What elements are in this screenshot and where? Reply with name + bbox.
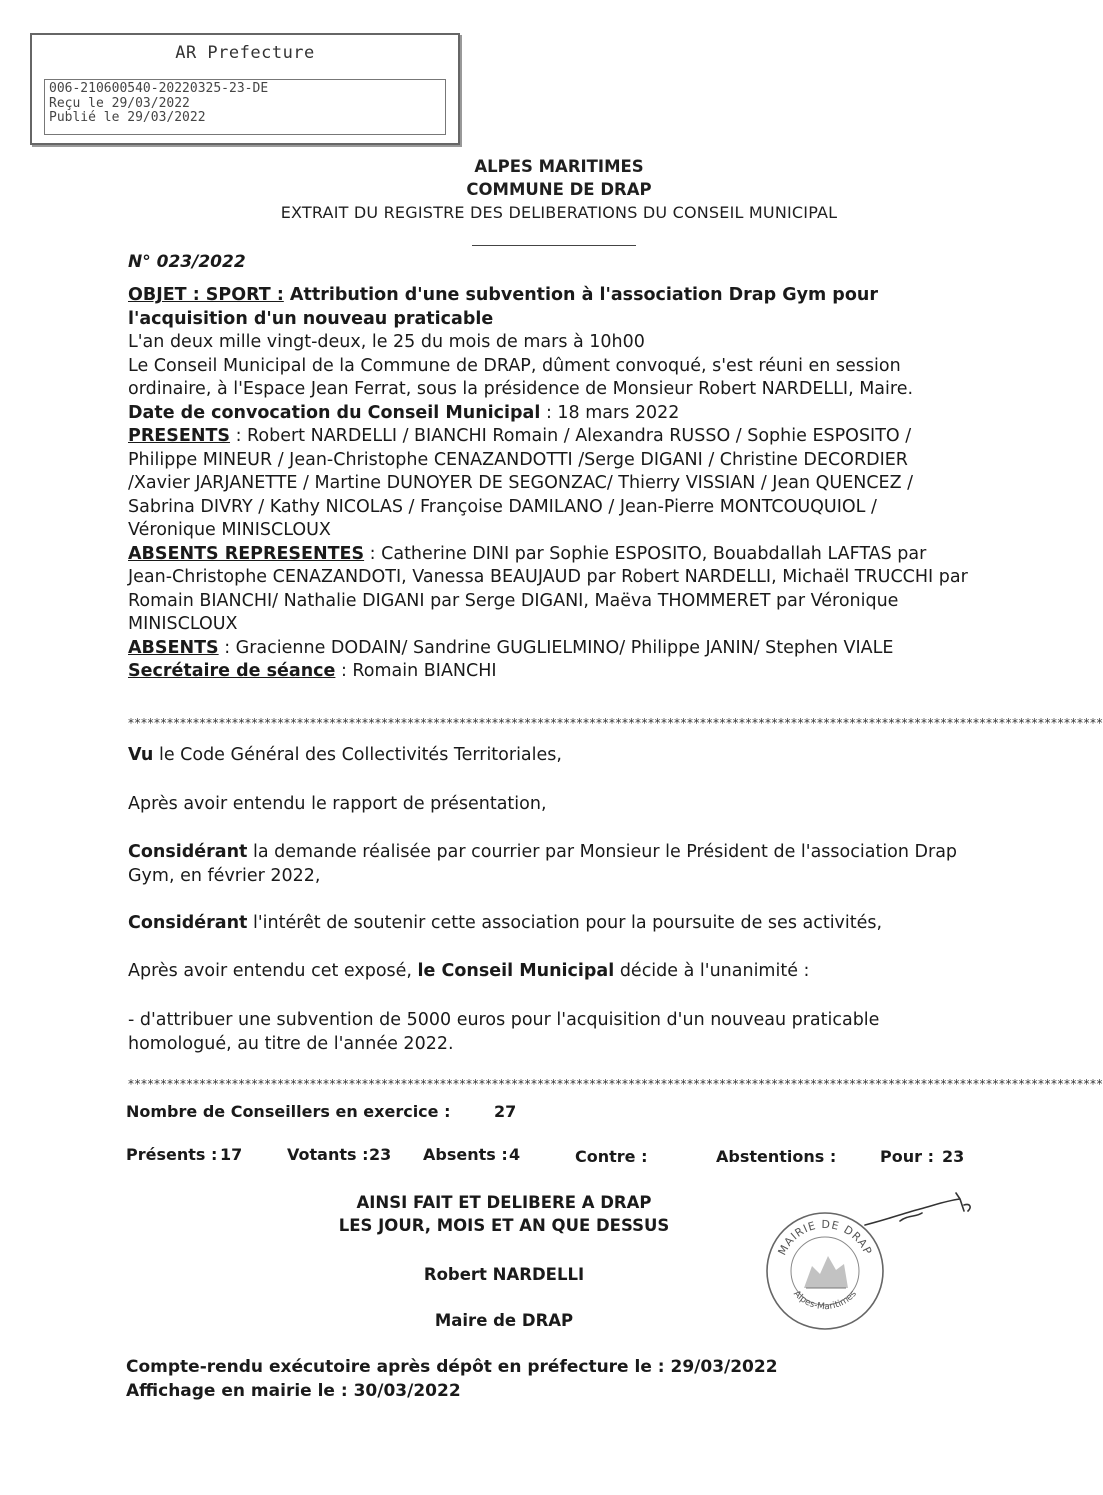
header-divider (472, 245, 636, 246)
stamp-published: Publié le 29/03/2022 (49, 110, 206, 125)
seal-top-text: MAIRIE DE DRAP (775, 1217, 875, 1258)
signature-line-1: AINSI FAIT ET DELIBERE A DRAP (356, 1193, 652, 1212)
separator-stars-bottom: ****************************************************************************************************************************************************** (128, 1077, 1103, 1091)
absents-representes-paragraph (128, 543, 968, 637)
absents-representes-list: : Catherine DINI par Sophie ESPOSITO, Bouabdallah LAFTAS par Jean-Christophe CENAZANDOTI, Vanessa BEAUJAUD par Robert NARDELLI, Michaël TRUCCHI par Romain BIANCHI/ Nathalie DIGANI par Serge DIGANI, Maëva THOMMERET par Véronique MINISCLOUX (128, 543, 968, 634)
apres-rapport-paragraph: Après avoir entendu le rapport de présentation, (128, 794, 547, 814)
decision-pre: Après avoir entendu cet exposé, (128, 961, 418, 981)
objet-paragraph (128, 284, 968, 331)
mairie-seal (762, 1208, 888, 1334)
pour-value: 23 (942, 1147, 965, 1166)
presents-count-value: 17 (220, 1145, 243, 1164)
presents-paragraph (128, 425, 968, 543)
conseillers-value: 27 (494, 1102, 517, 1121)
conseillers-label: Nombre de Conseillers en exercice : (126, 1102, 451, 1121)
preamble (128, 284, 968, 684)
presents-list: : Robert NARDELLI / BIANCHI Romain / Alexandra RUSSO / Sophie ESPOSITO / Philippe MINEUR / Jean-Christophe CENAZANDOTTI /Serge DIGANI / Christine DECORDIER /Xavier JARJANETTE / Martine DUNOYER DE SEGONZAC/ Thierry VISSIAN / Jean QUENCEZ / Sabrina DIVRY / Kathy NICOLAS / Françoise DAMILANO / Jean-Pierre MONTCOUQUIOL / Véronique MINISCLOUX (128, 426, 914, 540)
secretaire-name: : Romain BIANCHI (335, 661, 497, 681)
considerant-bold-1: Considérant (128, 842, 248, 862)
votants-label: Votants : (287, 1145, 369, 1164)
secretaire-label: Secrétaire de séance (128, 661, 336, 681)
contre-label: Contre : (575, 1147, 648, 1166)
session-date: L'an deux mille vingt-deux, le 25 du mois de mars à 10h00 (128, 332, 645, 352)
seal-bottom-text: Alpes-Maritimes (791, 1289, 859, 1313)
vu-paragraph (128, 744, 968, 768)
objet-text: Attribution d'une subvention à l'association Drap Gym pour l'acquisition d'un nouveau praticable (128, 285, 878, 329)
presents-label: PRESENTS (128, 426, 231, 446)
affichage-line: Affichage en mairie le : 30/03/2022 (126, 1381, 461, 1401)
compte-rendu-line: Compte-rendu exécutoire après dépôt en préfecture le : 29/03/2022 (126, 1357, 778, 1377)
considerant-demande-paragraph (128, 841, 968, 888)
absents-representes-label: ABSENTS REPRESENTES (128, 543, 365, 564)
signatory-name: Robert NARDELLI (423, 1265, 585, 1284)
stamp-reference: 006-210600540-20220325-23-DE (49, 81, 269, 96)
convocation-date: : 18 mars 2022 (540, 402, 680, 423)
vu-text: le Code Général des Collectivités Territoriales, (153, 745, 562, 765)
absents-label: ABSENTS (128, 637, 219, 658)
session-convocation: Le Conseil Municipal de la Commune de DRAP, dûment convoqué, s'est réuni en session ordinaire, à l'Espace Jean Ferrat, sous la présidence de Monsieur Robert NARDELLI, Maire. (128, 355, 914, 399)
considerant-text-2: l'intérêt de soutenir cette association pour la poursuite de ses activités, (247, 913, 883, 933)
vu-bold: Vu (128, 745, 154, 765)
pour-label: Pour : (880, 1147, 934, 1166)
considerant-interet-paragraph (128, 912, 968, 936)
secretaire-paragraph (128, 660, 968, 684)
attribution-paragraph: - d'attribuer une subvention de 5000 euros pour l'acquisition d'un nouveau praticable homologué, au titre de l'année 2022. (128, 1010, 880, 1054)
decision-post: décide à l'unanimité : (614, 961, 810, 981)
presents-count-label: Présents : (126, 1145, 218, 1164)
absents-count-value: 4 (509, 1145, 521, 1164)
separator-stars-top: ****************************************************************************************************************************************************** (128, 716, 1103, 730)
header-register-title: EXTRAIT DU REGISTRE DES DELIBERATIONS DU CONSEIL MUNICIPAL (280, 203, 838, 222)
abstentions-label: Abstentions : (716, 1147, 837, 1166)
convocation-label: Date de convocation du Conseil Municipal (128, 402, 541, 423)
objet-label: OBJET : SPORT : (128, 285, 284, 305)
header-commune: COMMUNE DE DRAP (466, 180, 652, 199)
considerant-text-1: la demande réalisée par courrier par Monsieur le Président de l'association Drap Gym, en février 2022, (128, 842, 958, 886)
absents-list: : Gracienne DODAIN/ Sandrine GUGLIELMINO/ Philippe JANIN/ Stephen VIALE (218, 637, 894, 658)
ar-prefecture-stamp (30, 33, 460, 145)
absents-count-label: Absents : (423, 1145, 508, 1164)
considerant-bold-2: Considérant (128, 913, 248, 933)
votants-value: 23 (369, 1145, 392, 1164)
stamp-details (44, 79, 446, 135)
decision-bold: le Conseil Municipal (417, 961, 615, 981)
header-department: ALPES MARITIMES (474, 157, 644, 176)
stamp-received: Reçu le 29/03/2022 (49, 95, 190, 111)
signatory-title: Maire de DRAP (434, 1311, 574, 1330)
absents-paragraph (128, 637, 968, 661)
decision-paragraph (128, 960, 968, 984)
svg-text:Alpes-Maritimes (791, 1289, 859, 1312)
stamp-title: AR Prefecture (175, 43, 315, 63)
convocation-date-line (128, 402, 968, 426)
deliberation-number: N° 023/2022 (128, 252, 246, 272)
signature-line-2: LES JOUR, MOIS ET AN QUE DESSUS (338, 1216, 670, 1235)
